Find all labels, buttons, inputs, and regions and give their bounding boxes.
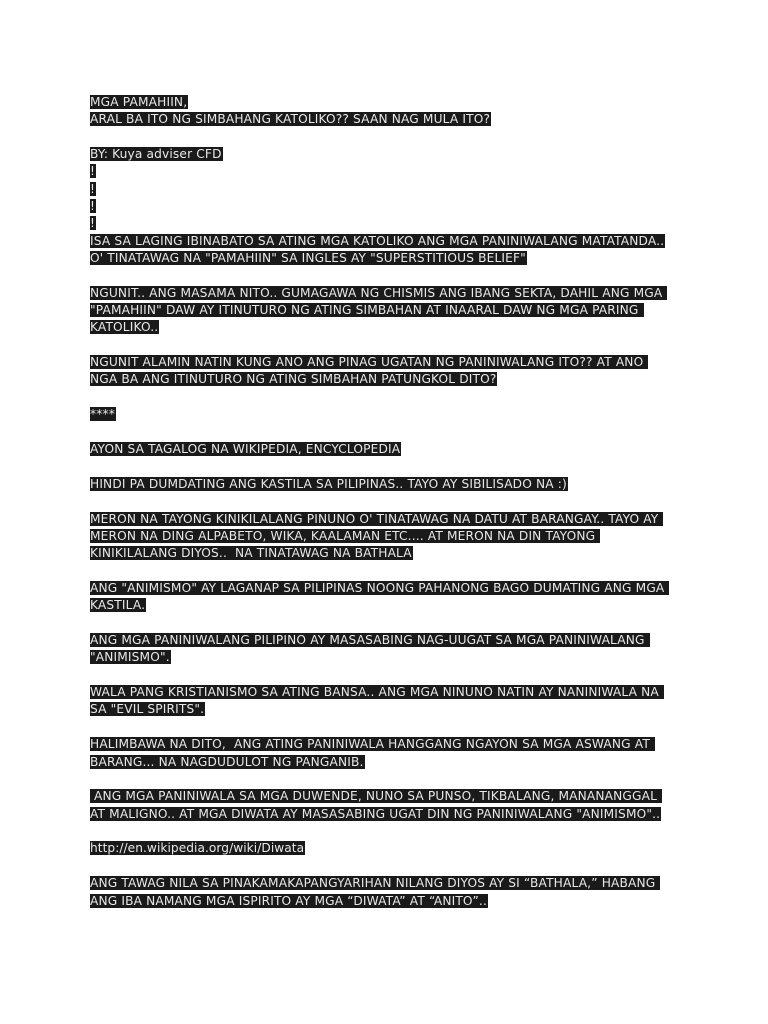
paragraph-title [90, 92, 680, 127]
document-page [90, 92, 680, 925]
paragraph-kristianismo [90, 682, 680, 717]
paragraph-kastila [90, 474, 680, 491]
text-line: MGA PAMAHIIN, [90, 95, 188, 109]
paragraph-source [90, 439, 680, 456]
text-line: NGUNIT ALAMIN NATIN KUNG ANO ANG PINAG UGATAN NG PANINIWALANG ITO?? AT ANO [90, 355, 648, 370]
separator-mark: ! [90, 216, 96, 231]
text-line: KINIKILALANG DIYOS.. NA TINATAWAG NA BATHALA [90, 546, 412, 561]
text-line: MERON NA DING ALPABETO, WIKA, KAALAMAN ETC.... AT MERON NA DIN TAYONG [90, 528, 600, 543]
text-line: "PAMAHIIN" DAW AY ITINUTURO NG ATING SIMBAHAN AT INAARAL DAW NG MGA PARING [90, 302, 643, 317]
text-line: AT MALIGNO.. AT MGA DIWATA AY MASASABING UGAT DIN NG PANINIWALANG "ANIMISMO".. [90, 806, 661, 821]
text-line: ANG TAWAG NILA SA PINAKAMAKAPANGYARIHAN NILANG DIYOS AY SI “BATHALA,” HABANG [90, 876, 660, 891]
text-line: BARANG... NA NAGDUDULOT NG PANGANIB. [90, 754, 364, 769]
paragraph-bathala [90, 873, 680, 908]
text-line: MERON NA TAYONG KINIKILALANG PINUNO O' TINATAWAG NA DATU AT BARANGAY.. TAYO AY [90, 511, 663, 526]
text-line: O' TINATAWAG NA "PAMAHIIN" SA INGLES AY "SUPERSTITIOUS BELIEF" [90, 250, 526, 265]
paragraph-animismo [90, 578, 680, 613]
text-line: ANG "ANIMISMO" AY LAGANAP SA PILIPINAS NOONG PAHANONG BAGO DUMATING ANG MGA [90, 580, 669, 595]
paragraph-divider [90, 404, 680, 421]
divider-stars: **** [90, 407, 115, 422]
paragraph-duwende [90, 786, 680, 821]
text-line: HINDI PA DUMDATING ANG KASTILA SA PILIPINAS.. TAYO AY SIBILISADO NA :) [90, 476, 567, 491]
paragraph-alamin [90, 352, 680, 387]
text-line: KASTILA. [90, 598, 146, 613]
text-line: NGUNIT.. ANG MASAMA NITO.. GUMAGAWA NG CHISMIS ANG IBANG SEKTA, DAHIL ANG MGA [90, 285, 667, 300]
text-line: ISA SA LAGING IBINABATO SA ATING MGA KATOLIKO ANG MGA PANINIWALANG MATATANDA.. [90, 233, 665, 248]
paragraph-link [90, 838, 680, 855]
separator-mark: ! [90, 164, 96, 179]
wikipedia-link[interactable]: http://en.wikipedia.org/wiki/Diwata [90, 841, 305, 856]
paragraph-halimbawa [90, 734, 680, 769]
paragraph-pinuno [90, 509, 680, 561]
text-line: KATOLIKO.. [90, 320, 159, 335]
paragraph-ngunit [90, 283, 680, 335]
text-line: ARAL BA ITO NG SIMBAHANG KATOLIKO?? SAAN NAG MULA ITO? [90, 112, 491, 127]
text-line: ANG MGA PANINIWALANG PILIPINO AY MASASABING NAG-UUGAT SA MGA PANINIWALANG [90, 633, 649, 648]
text-line: ANG IBA NAMANG MGA ISPIRITO AY MGA “DIWATA” AT “ANITO”.. [90, 893, 487, 908]
paragraph-paniniwala [90, 630, 680, 665]
text-line: ANG MGA PANINIWALA SA MGA DUWENDE, NUNO SA PUNSO, TIKBALANG, MANANANGGAL [90, 789, 662, 804]
author-line: BY: Kuya adviser CFD [90, 147, 222, 162]
text-line: AYON SA TAGALOG NA WIKIPEDIA, ENCYCLOPEDIA [90, 441, 401, 456]
paragraph-author-intro [90, 144, 680, 265]
separator-mark: ! [90, 181, 96, 196]
text-line: "ANIMISMO". [90, 650, 170, 665]
text-line: WALA PANG KRISTIANISMO SA ATING BANSA.. ANG MGA NINUNO NATIN AY NANINIWALA NA [90, 685, 663, 700]
text-line: HALIMBAWA NA DITO, ANG ATING PANINIWALA HANGGANG NGAYON SA MGA ASWANG AT [90, 737, 654, 752]
text-line: NGA BA ANG ITINUTURO NG ATING SIMBAHAN PATUNGKOL DITO? [90, 372, 497, 387]
separator-mark: ! [90, 198, 96, 213]
text-line: SA "EVIL SPIRITS". [90, 702, 205, 717]
